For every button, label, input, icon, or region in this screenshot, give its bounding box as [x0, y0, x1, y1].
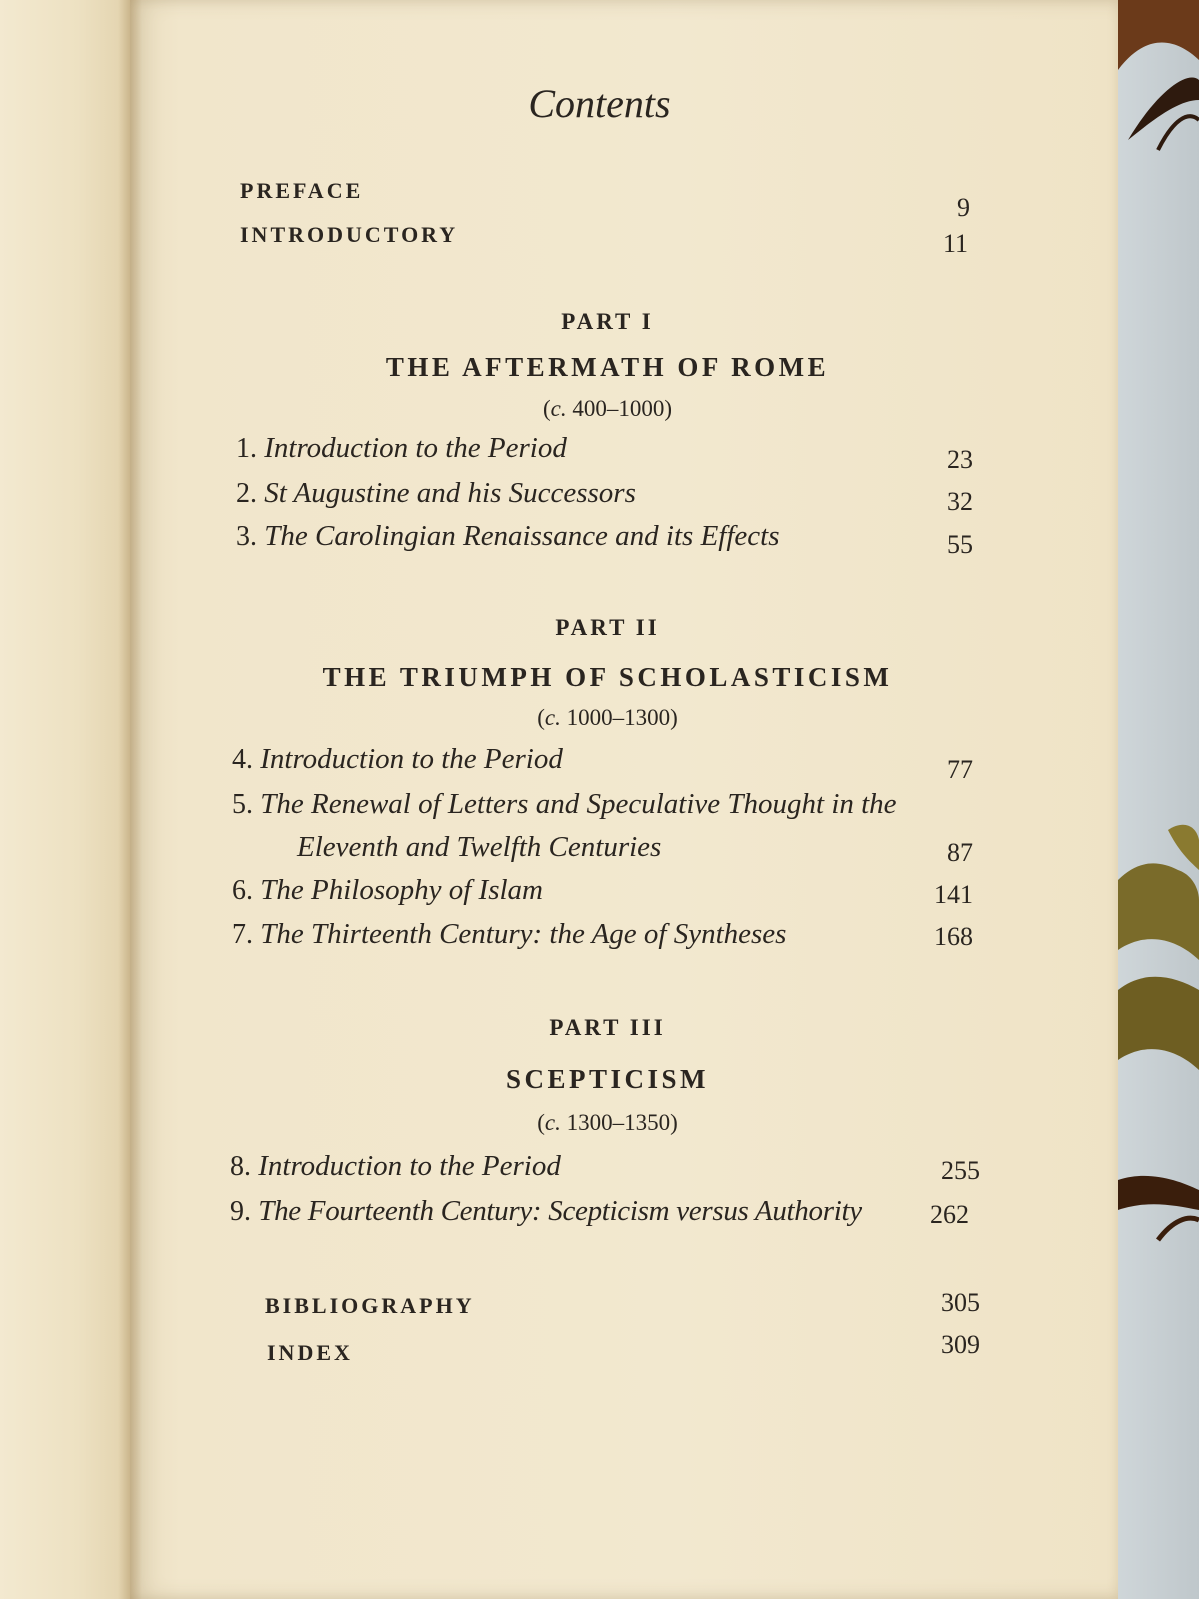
chapter-2: 2. St Augustine and his Successors — [236, 477, 636, 509]
chapter-8-page: 255 — [941, 1156, 980, 1185]
chapter-4-page: 77 — [947, 755, 973, 784]
back-matter-label-index: INDEX — [267, 1340, 353, 1365]
front-matter-page-introductory: 11 — [942, 229, 968, 258]
chapter-1-page: 23 — [947, 445, 973, 474]
chapter-5: 5. The Renewal of Letters and Speculative Thought in the — [232, 788, 897, 820]
chapter-3: 3. The Carolingian Renaissance and its Effects — [236, 520, 780, 552]
back-matter-label-bibliography: BIBLIOGRAPHY — [265, 1293, 475, 1318]
front-matter-label-preface: PREFACE — [240, 178, 364, 203]
part-2-title: THE TRIUMPH OF SCHOLASTICISM — [322, 662, 893, 692]
part-1-title: THE AFTERMATH OF ROME — [385, 352, 830, 382]
chapter-4: 4. Introduction to the Period — [232, 743, 563, 775]
chapter-6-page: 141 — [934, 880, 973, 909]
back-matter-page-index: 309 — [941, 1330, 980, 1359]
chapter-9: 9. The Fourteenth Century: Scepticism versus Authority — [230, 1195, 862, 1227]
chapter-5-continuation: Eleventh and Twelfth Centuries — [297, 831, 662, 863]
chapter-1: 1. Introduction to the Period — [236, 432, 567, 464]
part-3-dates: (c. 1300–1350) — [537, 1110, 678, 1135]
left-page-edge — [0, 0, 130, 1599]
part-3-label: PART III — [549, 1015, 666, 1040]
page-title: Contents — [528, 81, 671, 126]
part-2-dates: (c. 1000–1300) — [537, 705, 678, 730]
chapter-9-page: 262 — [930, 1200, 969, 1229]
book-gutter — [118, 0, 142, 1599]
decorative-pattern — [1118, 0, 1199, 1599]
part-1-label: PART I — [561, 309, 654, 334]
chapter-6: 6. The Philosophy of Islam — [232, 874, 543, 906]
chapter-7: 7. The Thirteenth Century: the Age of Syntheses — [232, 918, 787, 950]
chapter-8: 8. Introduction to the Period — [230, 1150, 561, 1182]
chapter-5-page: 87 — [947, 838, 973, 867]
part-3-title: SCEPTICISM — [505, 1064, 710, 1094]
chapter-3-page: 55 — [947, 530, 973, 559]
part-1-dates: (c. 400–1000) — [542, 396, 673, 421]
front-matter-label-introductory: INTRODUCTORY — [240, 222, 459, 247]
front-matter-page-preface: 9 — [957, 193, 970, 222]
chapter-7-page: 168 — [934, 922, 973, 951]
back-matter-page-bibliography: 305 — [941, 1288, 980, 1317]
chapter-2-page: 32 — [947, 487, 973, 516]
part-2-label: PART II — [555, 615, 660, 640]
